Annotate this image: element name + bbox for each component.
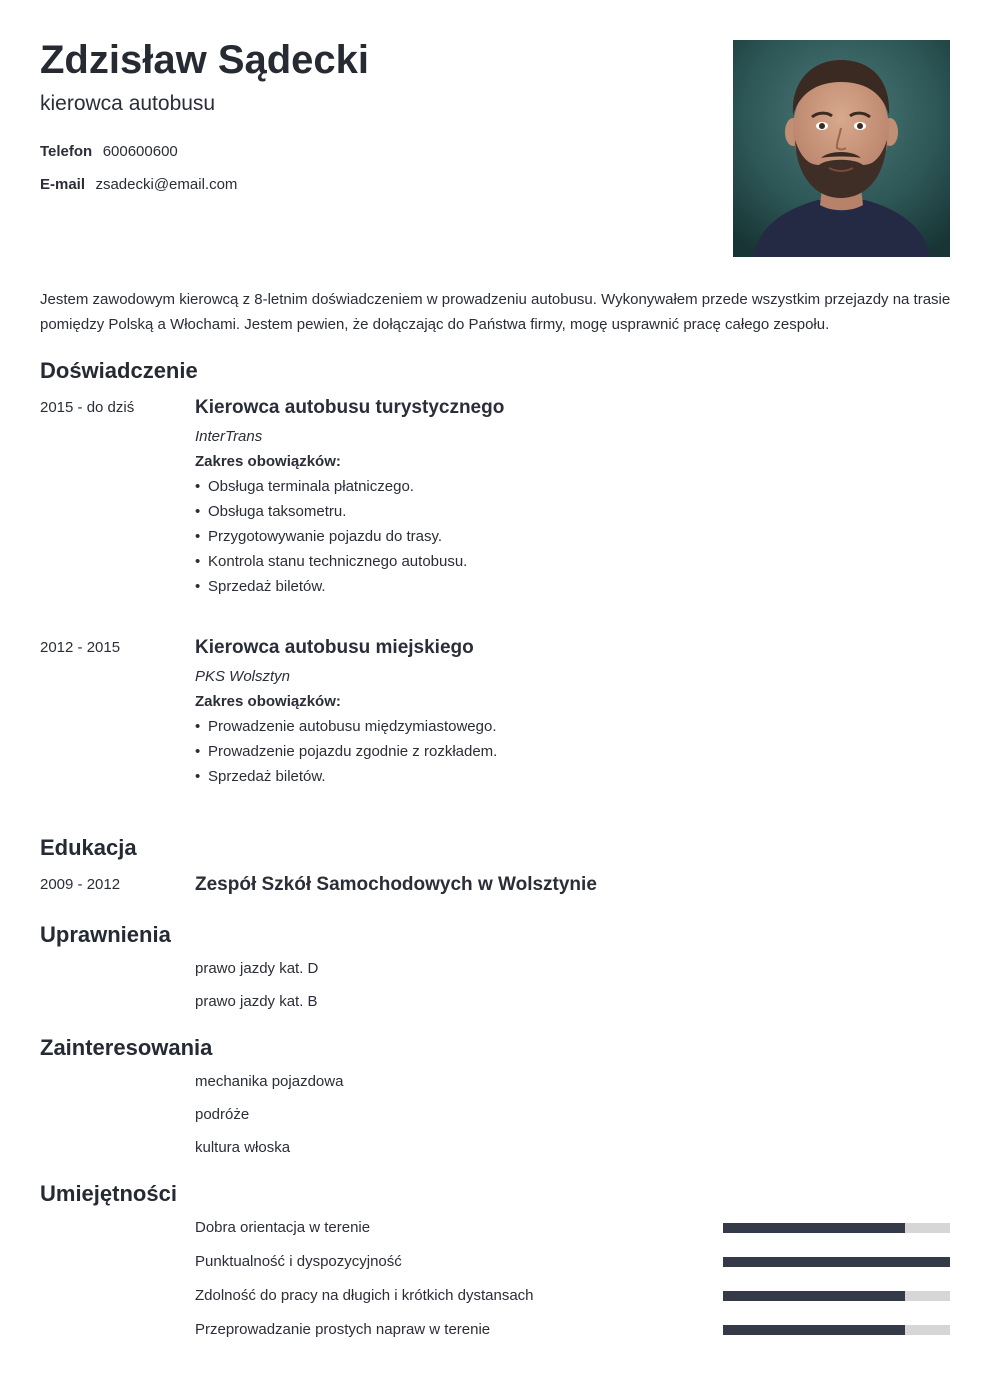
contact-label-phone: Telefon [40, 143, 93, 160]
interest-item: podróże [195, 1106, 250, 1123]
duty-item: • Prowadzenie pojazdu zgodnie z rozkładem. [195, 743, 498, 760]
duty-item: • Sprzedaż biletów. [195, 768, 326, 785]
duty-text: Przygotowywanie pojazdu do trasy. [208, 528, 443, 545]
duty-text: Prowadzenie pojazdu zgodnie z rozkładem. [208, 743, 498, 760]
education-school: Zespół Szkół Samochodowych w Wolsztynie [195, 874, 597, 895]
skill-name: Dobra orientacja w terenie [195, 1219, 371, 1236]
duty-text: Prowadzenie autobusu międzymiastowego. [208, 718, 497, 735]
skill-level-fill [723, 1223, 905, 1233]
profile-summary: Jestem zawodowym kierowcą z 8-letnim doświadczeniem w prowadzeniu autobusu. Wykonywałem przede wszystkim przejazdy na trasie pomiędzy Polską a Włochami. Jestem pewien, że dołączając do Państwa firmy, mogę usprawnić pracę całego zespołu. [40, 291, 951, 333]
candidate-name: Zdzisław Sądecki [40, 38, 370, 82]
job-company: PKS Wolsztyn [195, 668, 291, 685]
skill-level-fill [723, 1325, 905, 1335]
duty-item: • Obsługa taksometru. [195, 503, 347, 520]
skill-name: Punktualność i dyspozycyjność [195, 1253, 402, 1270]
education-date: 2009 - 2012 [40, 876, 121, 893]
contact-email [40, 175, 237, 195]
job-date: 2012 - 2015 [40, 639, 121, 656]
section-heading-skills: Umiejętności [40, 1181, 177, 1206]
section-heading-interests: Zainteresowania [40, 1035, 213, 1060]
duty-text: Obsługa taksometru. [208, 503, 347, 520]
job-date: 2015 - do dziś [40, 399, 135, 416]
job-title: kierowca autobusu [40, 92, 216, 115]
duty-text: Obsługa terminala płatniczego. [208, 478, 414, 495]
duty-item: • Sprzedaż biletów. [195, 578, 326, 595]
duty-text: Kontrola stanu technicznego autobusu. [208, 553, 468, 570]
contact-phone [40, 142, 178, 162]
skill-level-fill [723, 1257, 950, 1267]
duty-item: • Prowadzenie autobusu międzymiastowego. [195, 718, 497, 735]
contact-value-phone: 600600600 [102, 143, 178, 160]
interest-item: mechanika pojazdowa [195, 1073, 344, 1090]
profile-photo [733, 40, 950, 257]
job-company: InterTrans [195, 428, 263, 445]
section-heading-licenses: Uprawnienia [40, 922, 171, 947]
duty-item: • Obsługa terminala płatniczego. [195, 478, 414, 495]
skill-level-bar [723, 1223, 950, 1233]
duty-text: Sprzedaż biletów. [208, 578, 326, 595]
interest-item: kultura włoska [195, 1139, 291, 1156]
skill-level-bar [723, 1257, 950, 1267]
duties-label: Zakres obowiązków: [195, 453, 341, 470]
license-item: prawo jazdy kat. B [195, 993, 318, 1010]
skill-level-bar [723, 1325, 950, 1335]
license-item: prawo jazdy kat. D [195, 960, 319, 977]
skill-level-bar [723, 1291, 950, 1301]
section-heading-experience: Doświadczenie [40, 358, 198, 383]
contact-label-email: E-mail [40, 176, 86, 193]
contact-value-email: zsadecki@email.com [95, 176, 238, 193]
duty-item: • Kontrola stanu technicznego autobusu. [195, 553, 468, 570]
job-position: Kierowca autobusu miejskiego [195, 637, 474, 658]
duties-label: Zakres obowiązków: [195, 693, 341, 710]
skill-level-fill [723, 1291, 905, 1301]
skill-name: Zdolność do pracy na długich i krótkich dystansach [195, 1287, 534, 1304]
skill-name: Przeprowadzanie prostych napraw w terenie [195, 1321, 491, 1338]
duty-item: • Przygotowywanie pojazdu do trasy. [195, 528, 443, 545]
job-position: Kierowca autobusu turystycznego [195, 397, 505, 418]
section-heading-education: Edukacja [40, 835, 137, 860]
duty-text: Sprzedaż biletów. [208, 768, 326, 785]
